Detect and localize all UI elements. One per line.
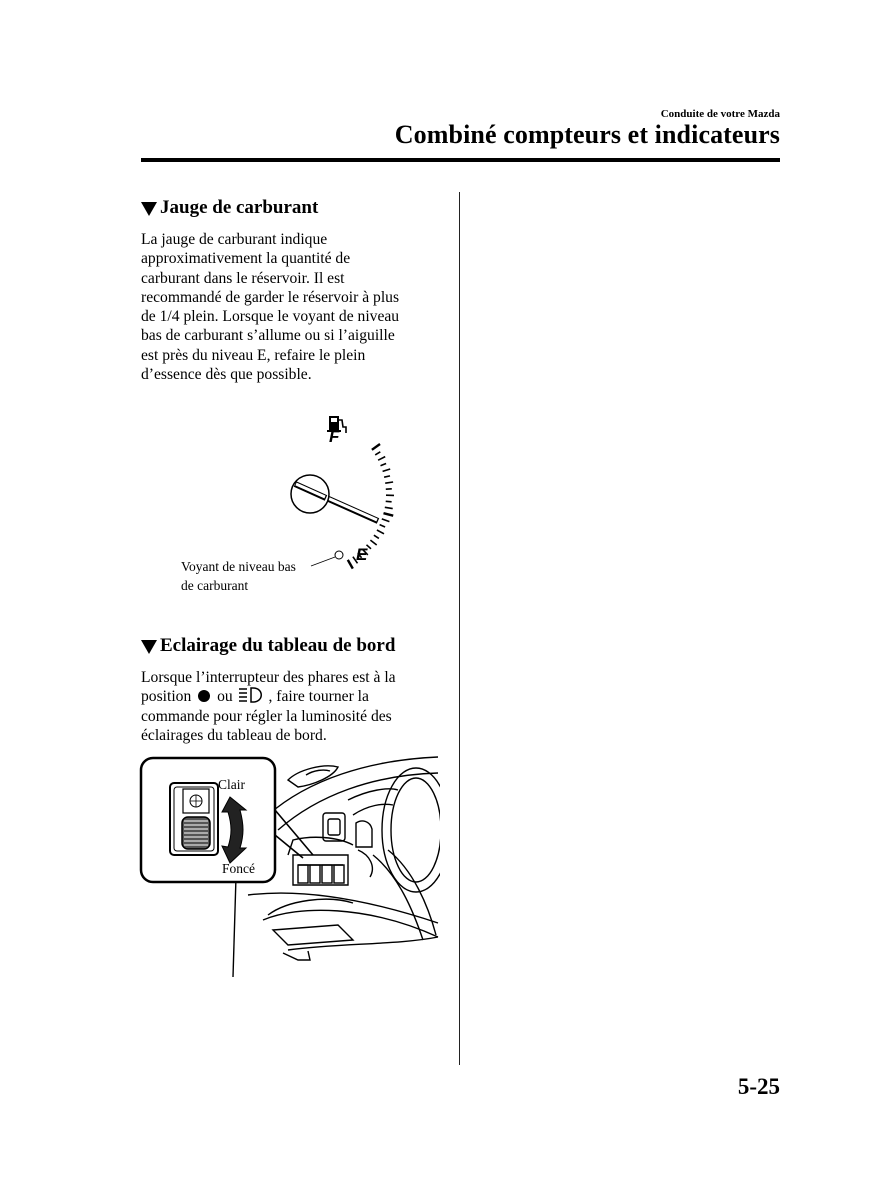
text-line: La jauge de carburant indique [141,231,328,248]
gauge-tick [381,464,387,466]
callout-line: Voyant de niveau bas [181,559,296,574]
section-triangle-icon [141,202,157,216]
fuel-gauge-heading [141,197,318,219]
dimmer-switch [170,783,218,855]
gauge-tick [375,452,380,455]
headlight-icon [237,687,265,703]
text-line: carburant dans le réservoir. Il est [141,269,345,287]
text-line: éclairages du tableau de bord. [141,726,327,744]
gauge-tick [385,507,393,508]
low-fuel-callout [181,557,296,595]
gauge-tick [384,513,394,516]
chapter-subtitle: Conduite de votre Mazda [660,108,780,120]
text-span: position [141,688,192,706]
gauge-tick [383,469,391,471]
gauge-tick [378,457,385,461]
low-fuel-lamp [335,551,343,559]
text-line: commande pour régler la luminosité des [141,707,392,725]
gauge-tick [385,482,393,483]
dash-lighting-heading-text: Eclairage du tableau de bord [160,635,396,656]
fuel-gauge-heading-text: Jauge de carburant [160,197,319,218]
column-divider [459,192,460,1065]
gauge-tick [372,444,380,450]
gauge-full-label: F [329,427,340,446]
fuel-gauge-figure [280,405,410,575]
dash-lighting-paragraph [141,668,441,745]
gauge-tick [374,535,379,538]
text-line: Lorsque l’interrupteur des phares est à la [141,669,396,686]
callout-line: de carburant [181,578,249,593]
gauge-tick [382,519,390,522]
gauge-tick [386,501,392,502]
page-number: 5-25 [737,1074,780,1099]
text-span: , faire tourner la [268,688,369,706]
text-line: de 1/4 plein. Lorsque le voyant de niveau [141,308,400,326]
dashboard-illumination-figure [138,755,440,977]
text-line: est près du niveau E, refaire le plein [141,346,366,364]
gauge-tick [377,530,384,534]
text-line: d’essence dès que possible. [141,366,312,384]
bright-label: Clair [218,777,245,792]
gauge-tick [380,525,386,527]
page-title: Combiné compteurs et indicateurs [394,120,780,149]
text-line: recommandé de garder le réservoir à plus [141,288,400,306]
header-rule [141,158,780,162]
parking-light-dot-icon [195,689,213,703]
gauge-tick [370,540,376,545]
text-line: bas de carburant s’allume ou si l’aiguille [141,327,395,345]
text-span: ou [217,688,233,706]
callout-leader-line [311,557,335,566]
dark-label: Foncé [222,861,255,876]
fuel-gauge-paragraph [141,230,441,384]
gauge-tick-marks [348,444,394,569]
text-line: approximativement la quantité de [141,250,351,268]
text-line-with-icons [141,687,441,706]
section-triangle-icon [141,640,157,654]
gauge-empty-label: E [356,545,368,564]
gauge-tick [348,560,353,569]
dash-lighting-heading [141,635,395,657]
gauge-tick [384,476,390,477]
